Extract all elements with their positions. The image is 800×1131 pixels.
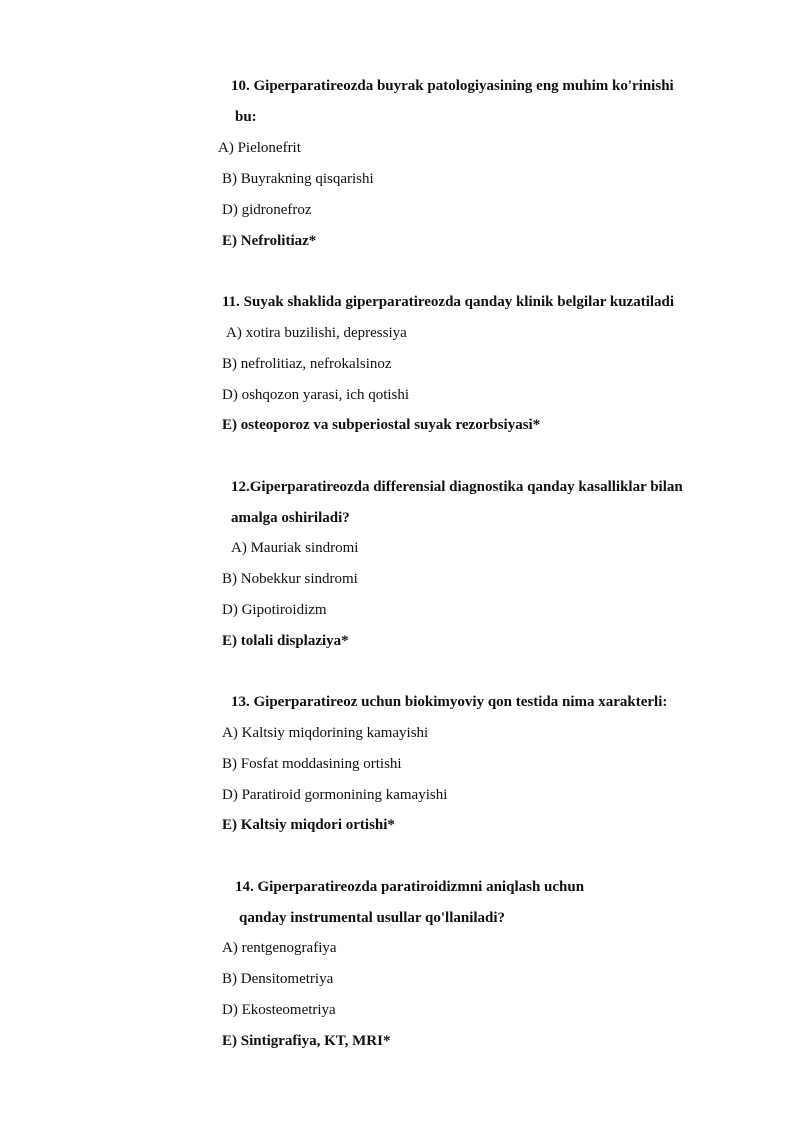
question-14-title-line-2: qanday instrumental usullar qo'llaniladi? — [239, 910, 506, 926]
question-11-option-e-correct: E) osteoporoz va subperiostal suyak rezorbsiyasi* — [222, 417, 541, 433]
question-11-title-line-1: 11. Suyak shaklida giperparatireozda qanday klinik belgilar kuzatiladi — [222, 294, 675, 310]
question-12-option-a: A) Mauriak sindromi — [231, 540, 359, 556]
question-13-title-line-1: 13. Giperparatireoz uchun biokimyoviy qon testida nima xarakterli: — [231, 694, 668, 710]
question-12-option-e-correct: E) tolali displaziya* — [222, 633, 349, 649]
question-14-option-a: A) rentgenografiya — [222, 940, 337, 956]
question-12-option-d: D) Gipotiroidizm — [222, 602, 327, 618]
question-13-option-b: B) Fosfat moddasining ortishi — [222, 756, 402, 772]
question-14-option-b: B) Densitometriya — [222, 971, 334, 987]
question-12-title-line-2: amalga oshiriladi? — [231, 510, 350, 526]
question-10-option-a: A) Pielonefrit — [218, 140, 301, 156]
question-10-option-d: D) gidronefroz — [222, 202, 312, 218]
question-10-title-line-2: bu: — [235, 109, 257, 125]
question-12-option-b: B) Nobekkur sindromi — [222, 571, 358, 587]
question-13-option-d: D) Paratiroid gormonining kamayishi — [222, 787, 448, 803]
question-10-option-e-correct: E) Nefrolitiaz* — [222, 233, 317, 249]
question-14-title-line-1: 14. Giperparatireozda paratiroidizmni aniqlash uchun — [235, 879, 585, 895]
question-12-title-line-1: 12.Giperparatireozda differensial diagnostika qanday kasalliklar bilan — [231, 479, 683, 495]
question-10-option-b: B) Buyrakning qisqarishi — [222, 171, 374, 187]
question-11-option-b: B) nefrolitiaz, nefrokalsinoz — [222, 356, 392, 372]
question-11-option-d: D) oshqozon yarasi, ich qotishi — [222, 387, 410, 403]
question-11-option-a: A) xotira buzilishi, depressiya — [226, 325, 407, 341]
question-14-option-e-correct: E) Sintigrafiya, KT, MRI* — [222, 1033, 391, 1049]
question-13-option-a: A) Kaltsiy miqdorining kamayishi — [222, 725, 429, 741]
question-10-title-line-1: 10. Giperparatireozda buyrak patologiyasining eng muhim ko'rinishi — [231, 78, 674, 94]
question-14-option-d: D) Ekosteometriya — [222, 1002, 336, 1018]
question-13-option-e-correct: E) Kaltsiy miqdori ortishi* — [222, 817, 395, 833]
